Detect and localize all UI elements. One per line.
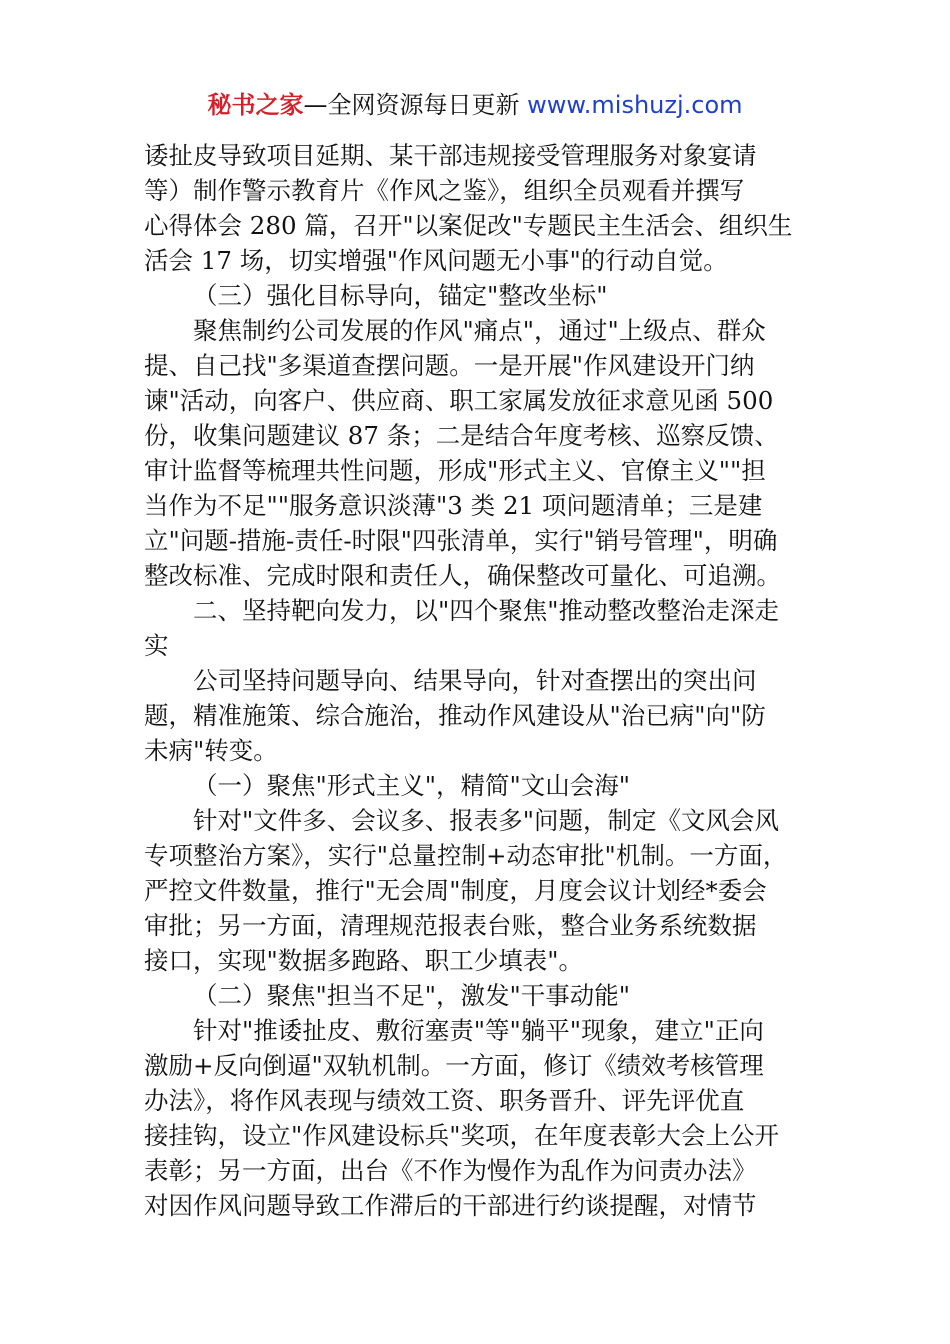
text-line: 审计监督等梳理共性问题，形成"形式主义、官僚主义""担 — [144, 456, 766, 485]
page-header — [0, 88, 950, 122]
text-line: 当作为不足""服务意识淡薄"3 类 21 项问题清单；三是建 — [144, 491, 763, 520]
text-line: 专项整治方案》，实行"总量控制+动态审批"机制。一方面， — [144, 841, 788, 870]
text-line: 诿扯皮导致项目延期、某干部违规接受管理服务对象宴请 — [144, 141, 757, 170]
text-line: 谏"活动，向客户、供应商、职工家属发放征求意见函 500 — [144, 386, 774, 415]
section-heading: （三）强化目标导向，锚定"整改坐标" — [193, 281, 608, 310]
text-line: 接挂钩，设立"作风建设标兵"奖项，在年度表彰大会上公开 — [144, 1121, 780, 1150]
text-line: 办法》，将作风表现与绩效工资、职务晋升、评先评优直 — [144, 1086, 745, 1115]
text-line: 接口，实现"数据多跑路、职工少填表"。 — [144, 946, 584, 975]
section-heading: （一）聚焦"形式主义"，精简"文山会海" — [193, 771, 631, 800]
text-line: 激励+反向倒逼"双轨机制。一方面，修订《绩效考核管理 — [144, 1051, 764, 1080]
text-line: 题，精准施策、综合施治，推动作风建设从"治已病"向"防 — [144, 701, 766, 730]
text-line: 公司坚持问题导向、结果导向，针对查摆出的突出问 — [193, 666, 757, 695]
document-body — [144, 138, 814, 1223]
chapter-heading: 二、坚持靶向发力，以"四个聚焦"推动整改整治走深走 — [193, 596, 780, 625]
text-line: 整改标准、完成时限和责任人，确保整改可量化、可追溯。 — [144, 561, 781, 590]
text-line: 等）制作警示教育片《作风之鉴》，组织全员观看并撰写 — [144, 176, 745, 205]
text-line: 活会 17 场，切实增强"作风问题无小事"的行动自觉。 — [144, 246, 728, 275]
text-line: 审批；另一方面，清理规范报表台账，整合业务系统数据 — [144, 911, 757, 940]
text-line: 提、自己找"多渠道查摆问题。一是开展"作风建设开门纳 — [144, 351, 755, 380]
text-line: 心得体会 280 篇，召开"以案促改"专题民主生活会、组织生 — [144, 211, 793, 240]
text-line: 未病"转变。 — [144, 736, 278, 765]
text-line: 针对"推诿扯皮、敷衍塞责"等"躺平"现象，建立"正向 — [193, 1016, 764, 1045]
text-line: 表彰；另一方面，出台《不作为慢作为乱作为问责办法》 — [144, 1156, 757, 1185]
text-line: 立"问题-措施-责任-时限"四张清单，实行"销号管理"，明确 — [144, 526, 778, 555]
website-link[interactable]: www.mishuzj.com — [527, 91, 743, 119]
text-line: 对因作风问题导致工作滞后的干部进行约谈提醒，对情节 — [144, 1191, 757, 1220]
brand-name: 秘书之家 — [207, 91, 304, 119]
section-heading: （二）聚焦"担当不足"，激发"干事动能" — [193, 981, 631, 1010]
header-tagline: —全网资源每日更新 — [303, 91, 520, 119]
text-line: 聚焦制约公司发展的作风"痛点"，通过"上级点、群众 — [193, 316, 766, 345]
text-line: 针对"文件多、会议多、报表多"问题，制定《文风会风 — [193, 806, 780, 835]
chapter-heading-continued: 实 — [144, 631, 169, 660]
text-line: 严控文件数量，推行"无会周"制度，月度会议计划经*委会 — [144, 876, 767, 905]
text-line: 份，收集问题建议 87 条；二是结合年度考核、巡察反馈、 — [144, 421, 779, 450]
